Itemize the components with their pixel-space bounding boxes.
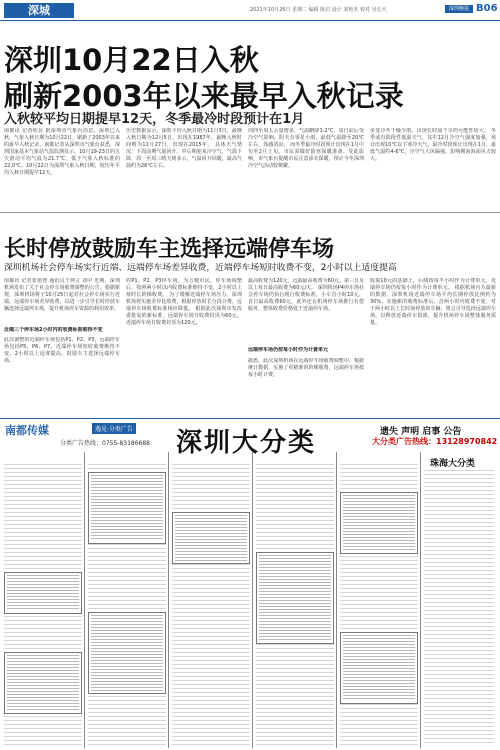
section-tag: 深城 — [4, 3, 74, 18]
story2-headline: 长时停放鼓励车主选择远端停车场 — [4, 237, 335, 262]
story-divider — [0, 212, 500, 213]
ad-block — [88, 612, 166, 694]
ad-block — [172, 512, 250, 564]
story1-column-2: 历史数据显示，深圳平均入秋日期为11月3日，最晚入秋日期为12月5日，出现在1987年，最晚入秋时间则为11月27日，出现在2015年。 具体天气情况：下周前期气温回升，中后期迎来冷空气，气温下降，周一至周三晴天到多云，气温回升回暖，最高气温约为26℃左右。 — [126, 128, 242, 169]
story1-headline-line2: 刷新2003年以来最早入秋记录 — [4, 79, 404, 113]
issue-info: 2021年10月26日 星期二 编辑 陈启 设计 刘艳杰 校对 吴长火 — [250, 7, 387, 13]
story2-column-3: 最高收费为120元，远端最高收费为60元。第三日及以上每日最高收费为60元/天。 深圳机场P4停车场社会停车场仍执行现行收费标准，小车首小时10元，首日最高收费60元。此外还在机场停车场推行有偿服务，整体收费价格低于近端停车场。 — [248, 278, 364, 312]
ad-logo: 南都传媒 — [5, 424, 49, 437]
story2-column-4: 收取10元的基础上，后续按每半小时作为计费单元，近端停车场仍按每小时作为计费单元。 根据机场官方最新的数据，深圳机场近端停车场平均长期停放比例约为30%，实施新的收费标准后，首两小时内收费不变，对于两小时以上长时间停放的车辆，将会引导选择远端停车场，以释放近端停车资源，提升机场停车场整体服务质量。 — [370, 278, 496, 326]
ad-column — [2, 452, 85, 748]
ad-column — [254, 452, 337, 748]
story2-column-3b: 据悉，此次深圳机场在远端停车场收费调整中，根据统计数据，实施了更精准的阶梯收费，远端停车场按每小时计费。 — [248, 358, 364, 378]
classified-ads — [0, 420, 500, 750]
page-header — [0, 0, 500, 20]
story2-column-3-heading: 远端停车场仍按每小时作为计费单元 — [248, 347, 329, 353]
ad-block — [340, 632, 418, 704]
story1-column-3: 周四至周五云量增多，气温略降1-2℃，周日前后受冷空气影响，阴天有零星小雨，最低气温降至20℃左右，体感清凉。 而冬季最冷时段预计出现在1月中旬至2月上旬，市民需做好防寒保暖准备。受此影响，市气象台提醒市民注意添衣保暖，预计今冬深圳冷空气活动较频繁。 — [248, 128, 364, 169]
notice-title: 遗失 声明 启事 公告 — [380, 427, 462, 437]
notice-phone: 大分类广告热线：13128970842 — [372, 437, 498, 446]
story1-headline-line1: 深圳10月22日入秋 — [4, 43, 259, 77]
story1-column-1: 南都讯 记者程昆 据深圳市气象台消息，深圳已入秋，气象入秋日期为10月22日，刷新了2003年以来的最早入秋记录。南都记者从深圳市气象台获悉，深圳国家基本气象站气温监测显示，10月19-23日的五天滑动平均气温为21.7℃，低于气象入秋标准的22.0℃。10月22日为深圳气象入秋日期，较历年平均入秋日期提早12天。 — [4, 128, 120, 176]
header-rule — [0, 20, 500, 21]
ad-block — [88, 472, 166, 544]
ad-column — [338, 452, 421, 748]
story2-subhead: 深圳机场社会停车场实行近端、远端停车场差异收费，近端停车场短时收费不变，2小时以上适度提高 — [4, 263, 397, 273]
ad-column — [170, 452, 253, 748]
story1-column-4: 多变冷冬干燥少雨，出现长时间干旱的可能性较大。 冬季或有阶段性低温天气，其中12月冷空气强度加强，预计出现10℃以下寒冷天气，最冷时段预计出现在1月，最低气温约4-6℃，冷空气大风偏强，影响期间海面风力较大。 — [370, 128, 496, 162]
story2-column-1-heading: 近端三个停车场2小时内的收费标准维持不变 — [4, 327, 103, 333]
ad-block — [4, 652, 82, 714]
ad-block — [256, 552, 334, 644]
ad-column — [422, 452, 496, 748]
story2-column-1: 南都讯 记者张艳慧 通讯员王钟言 刘中 近期，深圳机场发布了关于社会停车场收费调整的公告。根据新规，深圳机场将于10月25日起对社会停车场实行近端、远端停车场差异收费，以进一步引导长时停放车辆选择远端停车场，提升机场停车资源的利用效率。 — [4, 278, 120, 312]
story2-column-2: 的P1、P2、P3停车场，为方便市民，停车场调整后，按照两小时以内收费标准维持不变，2小时以上按时长阶梯收费。 为了缓解近端停车场压力，深圳机场将实施差异化收费，根据停放时长分段计费，远端停车场收费标准相应降低。 根据此次深圳市发改委批复的新标准，远端停车场日收费封顶为60元，近端停车场日收费封顶为120元。 — [126, 278, 242, 326]
ad-block — [340, 492, 418, 554]
ad-block — [4, 572, 82, 614]
ad-column — [86, 452, 169, 748]
ad-divider — [0, 418, 500, 419]
brand-badge: 深圳晚报 — [445, 5, 473, 13]
page-number: B06 — [476, 3, 498, 14]
ad-listing-lines — [424, 470, 494, 746]
story1-subhead: 入秋较平均日期提早12天，冬季最冷时段预计在1月 — [4, 112, 305, 127]
ad-phone: 分类广告热线：0755-83186688 — [60, 440, 150, 447]
ad-grid — [2, 452, 498, 748]
zhuhai-section-title: 珠海大分类 — [430, 459, 476, 469]
ad-listing-lines — [172, 464, 250, 746]
story2-column-1b: 此次调整的近端停车场包括P1、P2、P3，远端停车场包括P5、P6、P7。近端停车场短时收费维持不变，2小时以上适度提高，鼓励车主选择远端停车场。 — [4, 337, 120, 364]
ad-logo-tag: 遇见·分类广告 — [92, 423, 136, 434]
ad-title: 深圳大分类 — [176, 428, 317, 458]
